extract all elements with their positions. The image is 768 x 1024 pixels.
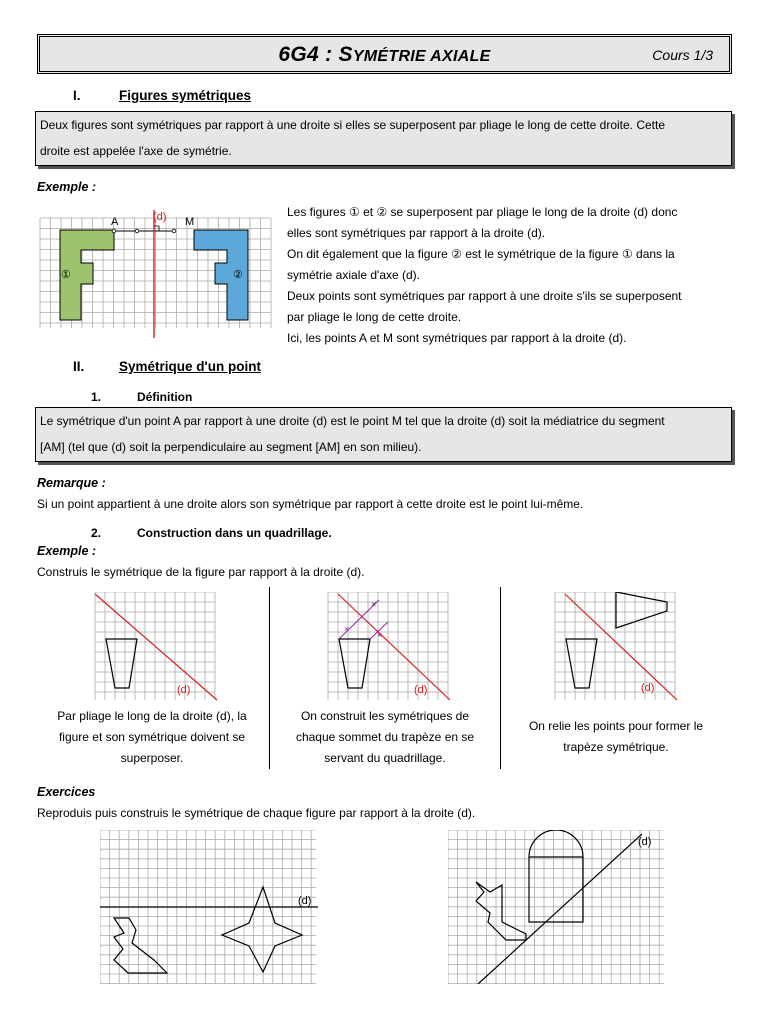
construction-step-3-grid (549, 592, 681, 702)
exercise-2-grid (448, 830, 666, 984)
axis-line (338, 594, 450, 700)
axis-d-label: (d) (641, 682, 655, 694)
construction-caption-1: Par pliage le long de la droite (d), la figure et son symétrique doivent se superposer. (57, 709, 247, 765)
trapezoid-shape (566, 639, 597, 688)
axis-d-label: (d) (298, 895, 312, 907)
axis-line (95, 594, 217, 700)
definition-box-1: Deux figures sont symétriques par rapport à une droite si elles se superposent par pliage le long de cette droite. Cette droite est appelée l'axe de symétrie. (35, 111, 732, 166)
axis-line (565, 594, 677, 700)
svg-text:×: × (377, 630, 383, 640)
section-2-heading: II. Symétrique d'un point (73, 359, 261, 374)
svg-text:×: × (371, 599, 377, 609)
column-divider (269, 587, 270, 769)
construction-caption-2: On construit les symétriques de chaque sommet du trapèze en se servant du quadrillage. (295, 709, 475, 765)
column-divider (500, 587, 501, 769)
construction-instruction: Construis le symétrique de la figure par rapport à la droite (d). (37, 565, 365, 579)
construction-step-1-grid (89, 592, 221, 702)
subsection-construction-heading: 2. Construction dans un quadrillage. (91, 526, 332, 540)
construction-caption-3: On relie les points pour former le trapèze symétrique. (528, 719, 704, 754)
trapezoid-shape (106, 639, 137, 688)
page-title: 6G4 : SYMÉTRIE AXIALE (278, 43, 491, 66)
definition-box-2: Le symétrique d'un point A par rapport à une droite (d) est le point M tel que la droite (d) soit la médiatrice du segment [AM] (tel que (d) soit la perpendiculaire au segment [AM] en son milieu). (35, 407, 732, 462)
exercise-1-grid (100, 830, 318, 984)
exercise-2-arch (529, 830, 583, 922)
figure-1-label: ① (61, 269, 71, 281)
section-1-heading: I. Figures symétriques (73, 88, 252, 103)
remark-label: Remarque : (37, 476, 106, 490)
remark-text: Si un point appartient à une droite alors son symétrique par rapport à cette droite est le point lui-même. (37, 497, 584, 511)
symmetric-trapezoid-shape (616, 592, 667, 628)
axis-d-label: (d) (153, 211, 167, 223)
svg-text:×: × (344, 624, 350, 634)
exercises-label: Exercices (37, 785, 96, 799)
construction-step-2-grid (322, 592, 454, 702)
exercise-2-figure (476, 882, 526, 940)
example-label-2: Exemple : (37, 544, 97, 558)
trapezoid-shape (339, 639, 370, 688)
figure-2-label: ② (233, 269, 243, 281)
exercises-instruction: Reproduis puis construis le symétrique de chaque figure par rapport à la droite (d). (37, 806, 476, 820)
axis-d-label: (d) (414, 684, 428, 696)
course-number: Cours 1/3 (652, 47, 713, 63)
subsection-definition-heading: 1. Définition (91, 390, 193, 404)
axis-d-label: (d) (638, 836, 652, 848)
example-explanation: Les figures ① et ② se superposent par pliage le long de la droite (d) donc elles sont symétriques par rapport à la droite (d). On dit également que la figure ② est le symétrique de la figure ① dans la symétrie axiale d'axe (d). Deux points sont symétriques par rapport à une droite s'ils se superposent par pliage le long de cette droite. Ici, les points A et M sont symétriques par rapport à la droite (d). (287, 205, 682, 345)
point-m-label: M (185, 216, 195, 228)
point-a-label: A (111, 216, 119, 228)
example-label-1: Exemple : (37, 180, 97, 194)
symmetry-example-figure (38, 208, 274, 340)
axis-d-label: (d) (177, 684, 191, 696)
page-header (37, 34, 732, 74)
